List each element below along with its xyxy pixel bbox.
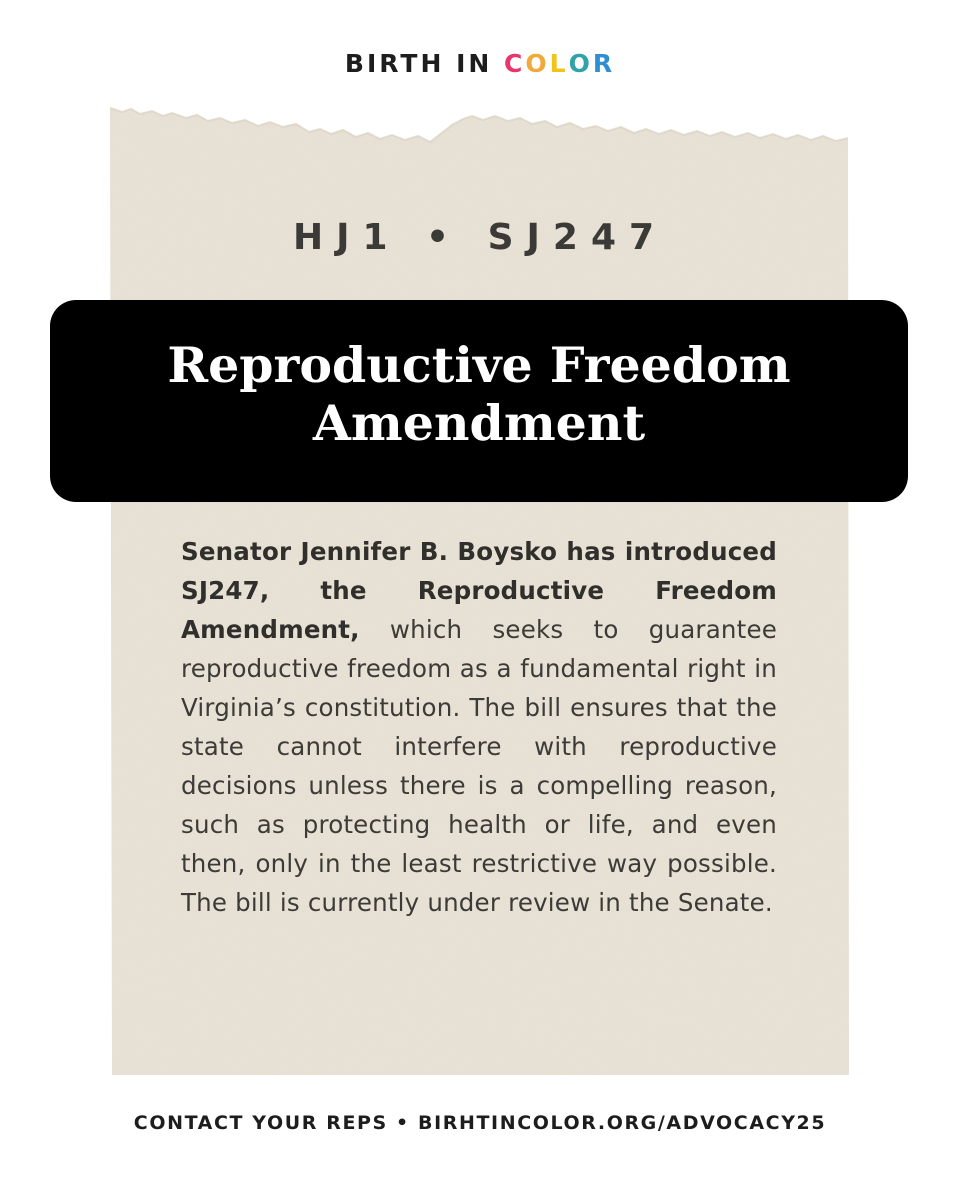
brand-color-letter: L <box>549 49 569 78</box>
bill-description-bold: Senator Jennifer B. Boysko has introduced SJ247, the Reproductive Freedom Amendment, <box>181 537 777 644</box>
brand-logo <box>0 44 960 84</box>
title-banner <box>50 300 908 502</box>
brand-color-letters <box>504 44 615 84</box>
brand-color-letter: C <box>504 49 526 78</box>
title-line-2: Amendment <box>312 394 646 452</box>
bill-description <box>181 532 777 922</box>
bill-codes: HJ1 • SJ247 <box>292 217 668 258</box>
brand-color-letter: R <box>592 49 616 78</box>
title-line-1: Reproductive Freedom <box>167 336 791 394</box>
brand-text: BIRTH IN <box>344 49 504 78</box>
bill-description-regular: which seeks to guarantee reproductive freedom as a fundamental right in Virginia’s constitution. The bill ensures that the state cannot interfere with reproductive decisions unless there is a compelling reason, such as protecting health or life, and even then, only in the least restrictive way possible. The bill is currently under review in the Senate. <box>181 615 777 917</box>
brand-color-letter: O <box>568 49 593 78</box>
page-title <box>50 336 908 452</box>
brand-color-letter: O <box>525 49 550 78</box>
footer-call-to-action: CONTACT YOUR REPS • BIRHTINCOLOR.ORG/ADVOCACY25 <box>133 1112 827 1134</box>
